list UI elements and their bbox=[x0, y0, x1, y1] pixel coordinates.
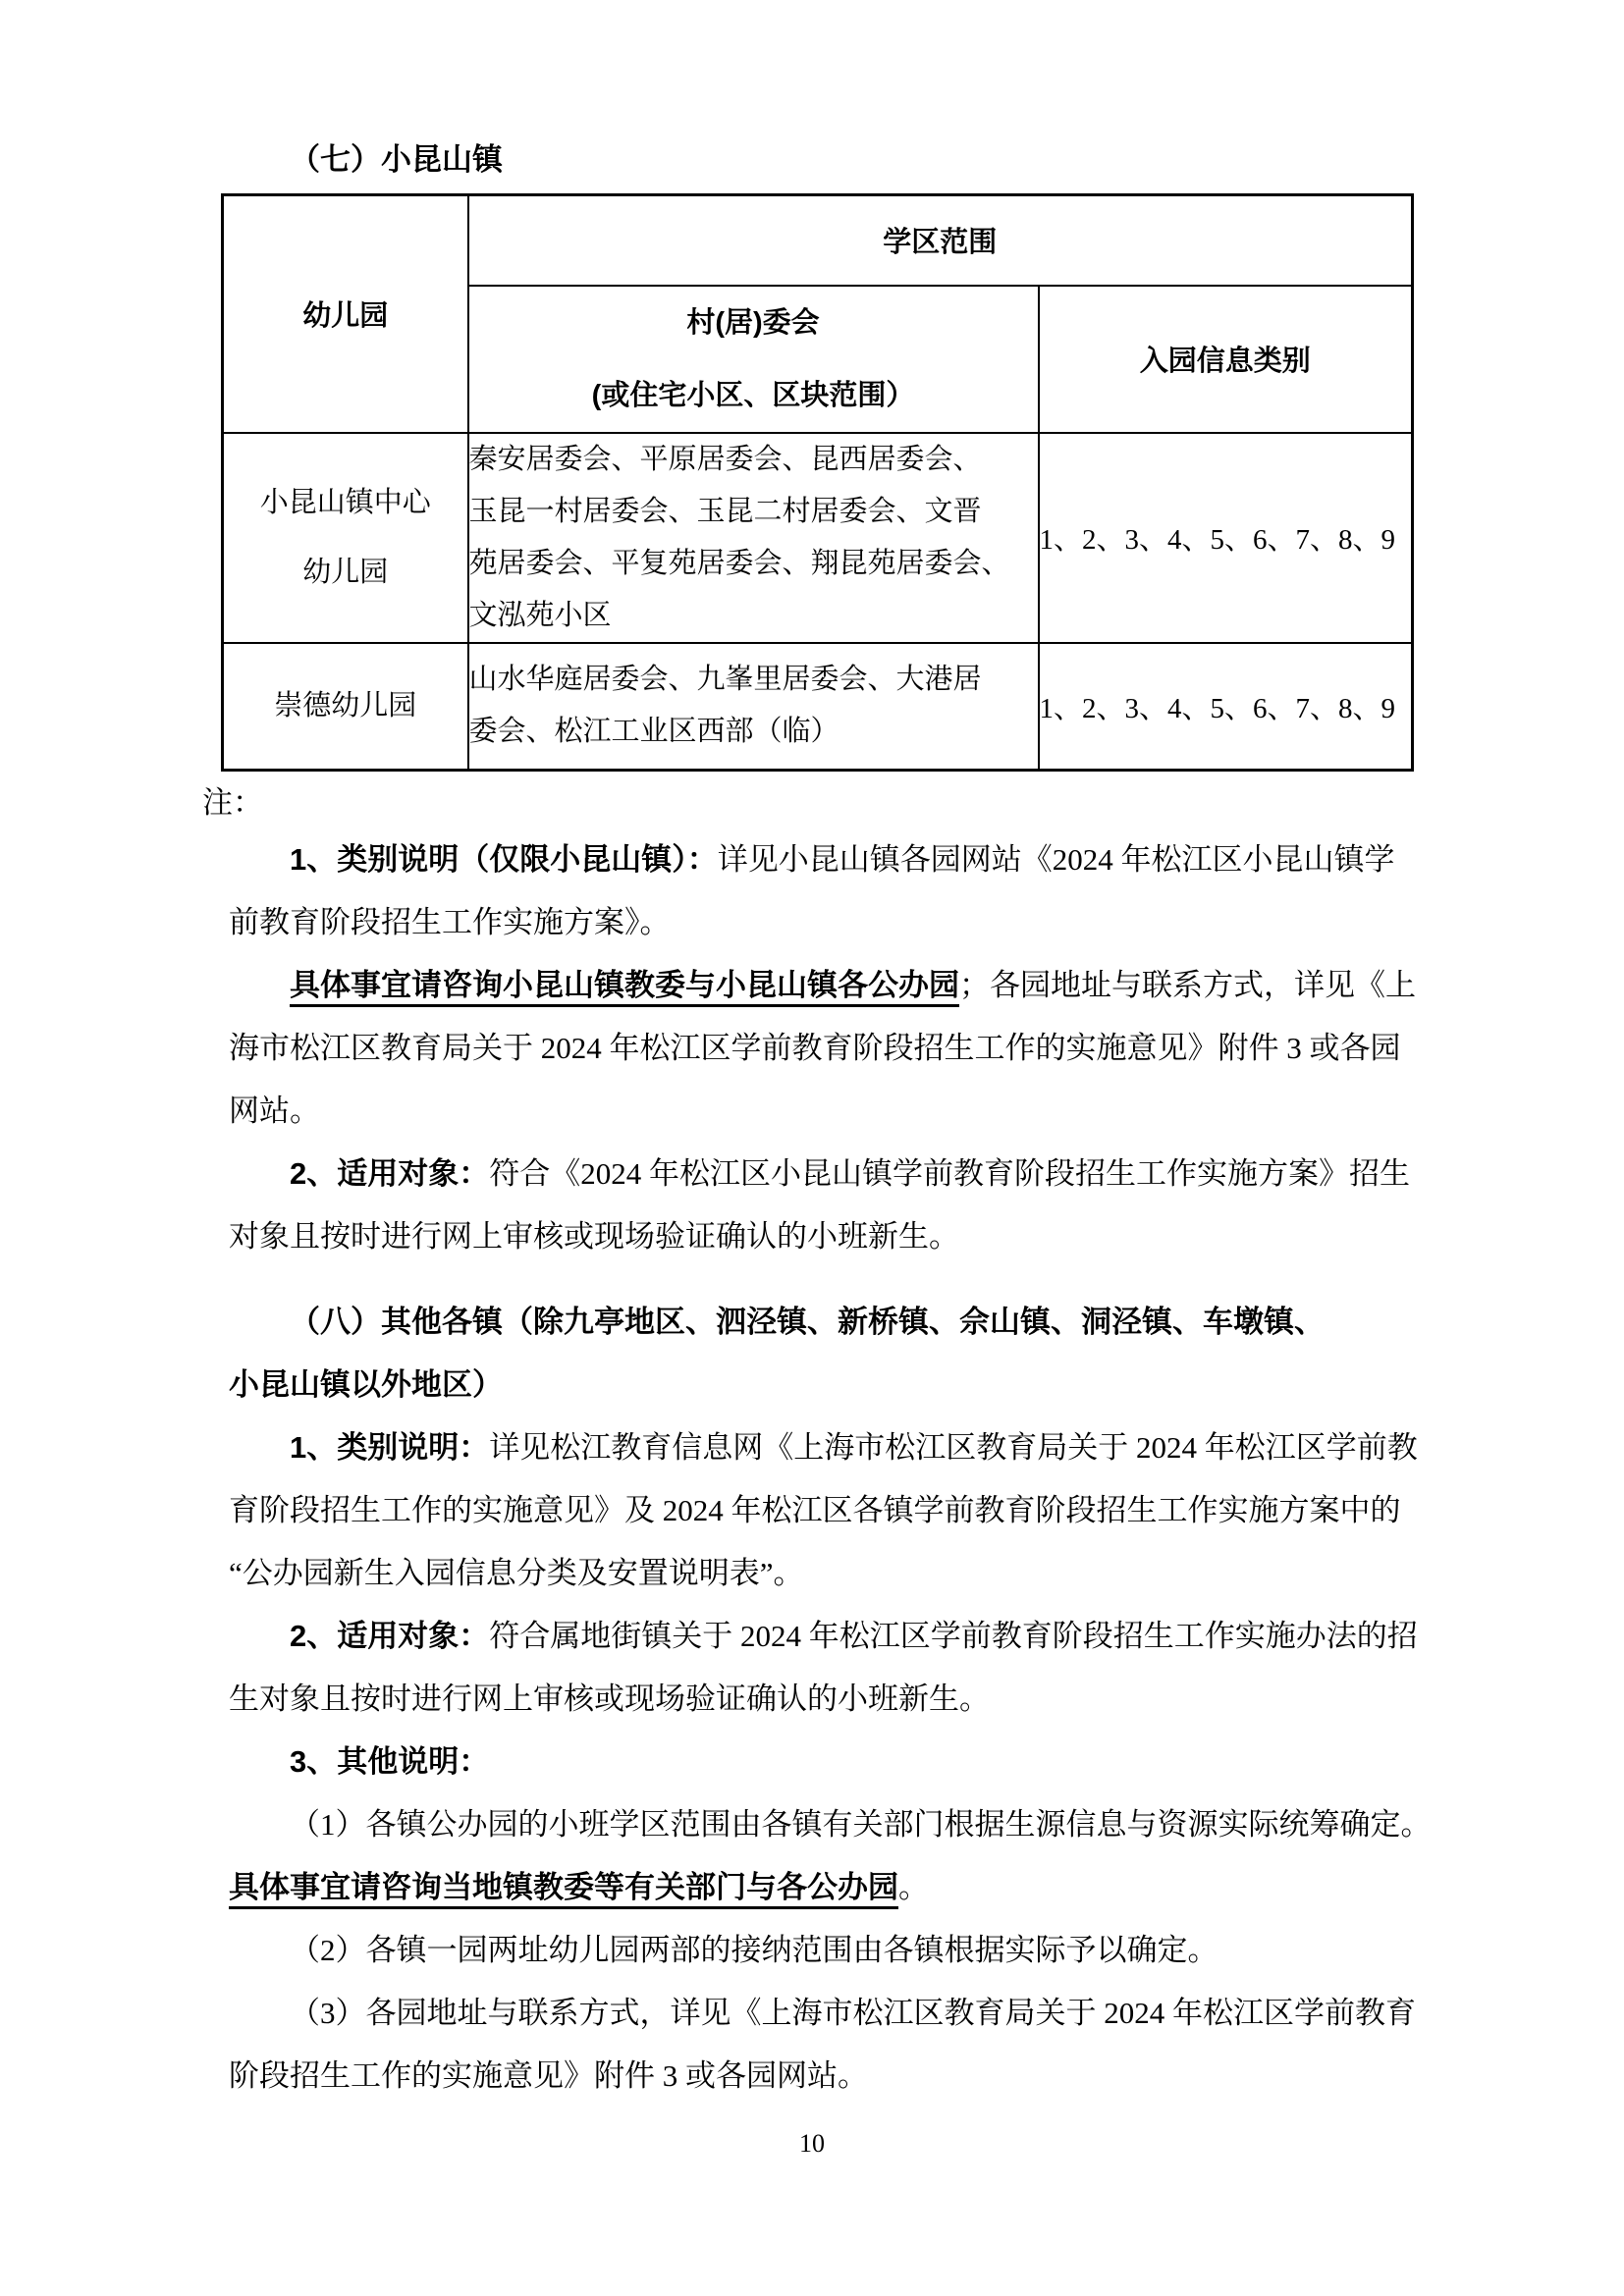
note-text: 详见小昆山镇各园网站《2024 年松江区小昆山镇学 bbox=[717, 842, 1395, 877]
kindergarten-name-line: 幼儿园 bbox=[302, 556, 389, 588]
note-text: 对象且按时进行网上审核或现场验证确认的小班新生。 bbox=[229, 1219, 959, 1254]
note-line bbox=[229, 1017, 1415, 1080]
col-header-committee bbox=[468, 286, 1039, 433]
note-bold-underline: 具体事宜请咨询当地镇教委等有关部门与各公办园 bbox=[229, 1870, 898, 1904]
page-number: 10 bbox=[799, 2129, 825, 2158]
note-line bbox=[229, 954, 1415, 1017]
committee-area-cell bbox=[468, 433, 1039, 643]
note-line bbox=[229, 1542, 1415, 1605]
col-header-kindergarten: 幼儿园 bbox=[223, 195, 468, 433]
note-text: 前教育阶段招生工作实施方案》。 bbox=[229, 905, 671, 939]
note-line bbox=[229, 1668, 1415, 1731]
note-text: （1）各镇公办园的小班学区范围由各镇有关部门根据生源信息与资源实际统筹确定。 bbox=[290, 1807, 1432, 1842]
note-line bbox=[229, 2045, 1415, 2108]
table-row bbox=[223, 433, 1413, 643]
notes-label: 注： bbox=[202, 785, 263, 820]
kindergarten-name-cell bbox=[223, 643, 468, 771]
col-header-district-scope: 学区范围 bbox=[468, 195, 1413, 286]
note-line bbox=[229, 1205, 1415, 1268]
note-text: 符合属地街镇关于 2024 年松江区学前教育阶段招生工作实施办法的招 bbox=[489, 1619, 1418, 1653]
note-text: 海市松江区教育局关于 2024 年松江区学前教育阶段招生工作的实施意见》附件 3 或各园 bbox=[229, 1031, 1401, 1065]
note-bold-label: 2、适用对象： bbox=[290, 1619, 490, 1653]
section8-heading-line1: （八）其他各镇（除九亭地区、泗泾镇、新桥镇、佘山镇、洞泾镇、车墩镇、 bbox=[290, 1305, 1325, 1339]
note-text: 详见松江教育信息网《上海市松江区教育局关于 2024 年松江区学前教 bbox=[489, 1430, 1418, 1465]
note-line bbox=[229, 1793, 1432, 1856]
note-line bbox=[229, 891, 1415, 954]
note-line bbox=[229, 1982, 1415, 2045]
note-text: 生对象且按时进行网上审核或现场验证确认的小班新生。 bbox=[229, 1682, 990, 1716]
committee-header-line2: (或住宅小区、区块范围） bbox=[591, 379, 915, 411]
note-text: 育阶段招生工作的实施意见》及 2024 年松江区各镇学前教育阶段招生工作实施方案中的 bbox=[229, 1493, 1401, 1527]
note-text: 网站。 bbox=[229, 1094, 320, 1128]
note-line bbox=[229, 1605, 1418, 1668]
committee-header-line1: 村(居)委会 bbox=[686, 306, 820, 339]
document-page bbox=[202, 139, 1432, 2108]
note-text: （2）各镇一园两址幼儿园两部的接纳范围由各镇根据实际予以确定。 bbox=[290, 1933, 1218, 1967]
note-line bbox=[229, 1416, 1418, 1479]
note-bold-label: 1、类别说明（仅限小昆山镇）： bbox=[290, 842, 718, 877]
note-text: （3）各园地址与联系方式，详见《上海市松江区教育局关于 2024 年松江区学前教育 bbox=[290, 1996, 1416, 2030]
col-header-category: 入园信息类别 bbox=[1039, 286, 1413, 433]
area-line: 秦安居委会、平原居委会、昆西居委会、 bbox=[468, 443, 982, 475]
area-line: 苑居委会、平复苑居委会、翔昆苑居委会、 bbox=[468, 547, 1010, 579]
note-bold-label: 2、适用对象： bbox=[290, 1156, 490, 1191]
area-line: 山水华庭居委会、九峯里居委会、大港居 bbox=[468, 664, 982, 696]
note-line bbox=[229, 1479, 1415, 1542]
section7-heading: （七）小昆山镇 bbox=[290, 142, 503, 177]
kindergarten-name-cell bbox=[223, 433, 468, 643]
note-bold-label: 3、其他说明： bbox=[290, 1744, 490, 1779]
kindergarten-name-line: 崇德幼儿园 bbox=[274, 689, 417, 721]
note-line bbox=[229, 1856, 1415, 1919]
note-text: ；各园地址与联系方式，详见《上 bbox=[959, 968, 1416, 1002]
note-line bbox=[229, 1731, 1415, 1793]
section8-heading-line2: 小昆山镇以外地区） bbox=[229, 1367, 503, 1402]
note-bold-underline: 具体事宜请咨询小昆山镇教委与小昆山镇各公办园 bbox=[290, 968, 959, 1002]
area-line: 玉昆一村居委会、玉昆二村居委会、文晋 bbox=[468, 495, 982, 527]
note-text: 阶段招生工作的实施意见》附件 3 或各园网站。 bbox=[229, 2058, 868, 2093]
kindergarten-name-line: 小昆山镇中心 bbox=[259, 486, 431, 518]
table-row bbox=[223, 643, 1413, 771]
committee-area-cell bbox=[468, 643, 1039, 771]
table-header-row-1 bbox=[223, 195, 1413, 286]
note-text: “公办园新生入园信息分类及安置说明表”。 bbox=[229, 1556, 804, 1590]
note-line bbox=[229, 1919, 1415, 1982]
note-line bbox=[229, 828, 1415, 891]
note-text: 。 bbox=[898, 1870, 929, 1904]
note-line bbox=[229, 1143, 1415, 1205]
note-text: 符合《2024 年松江区小昆山镇学前教育阶段招生工作实施方案》招生 bbox=[489, 1156, 1410, 1191]
notes-block bbox=[229, 828, 1432, 2108]
area-line: 委会、松江工业区西部（临） bbox=[468, 716, 839, 748]
district-table bbox=[221, 193, 1414, 772]
category-cell: 1、2、3、4、5、6、7、8、9 bbox=[1039, 433, 1413, 643]
note-line bbox=[229, 1080, 1415, 1143]
category-cell: 1、2、3、4、5、6、7、8、9 bbox=[1039, 643, 1413, 771]
note-bold-label: 1、类别说明： bbox=[290, 1430, 490, 1465]
area-line: 文泓苑小区 bbox=[468, 599, 612, 631]
